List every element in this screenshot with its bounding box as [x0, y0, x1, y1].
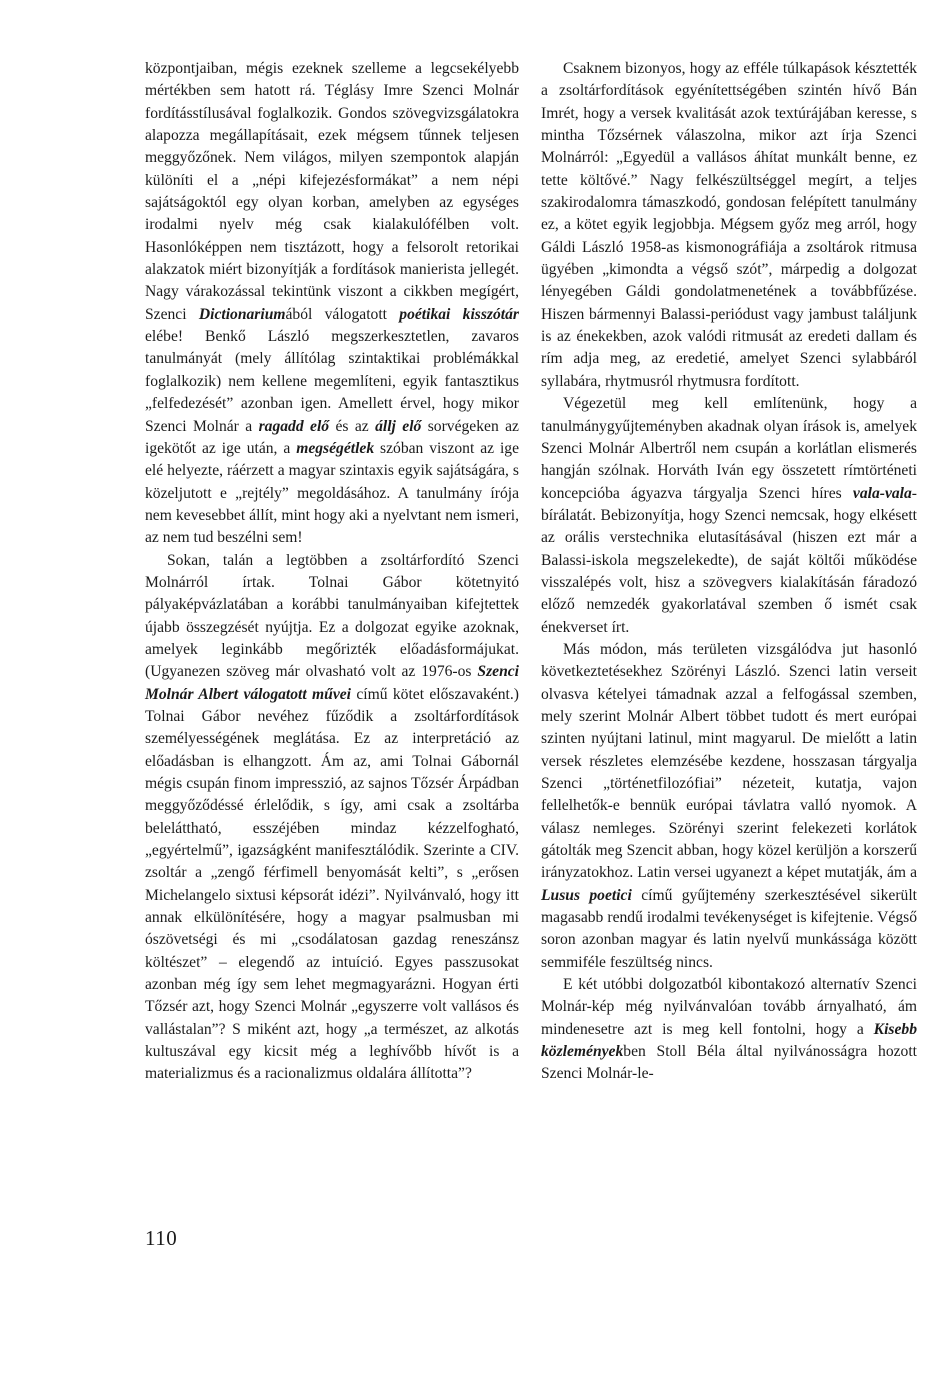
text-run: sorvégeken az igekötőt az ige után, a — [145, 417, 519, 457]
text-run: központjaiban, mégis ezeknek szelleme a legcsekélyebb mértékben sem hatott rá. Téglásy Imre Szenci Molnár fordításstílusával foglalkozik. Gondos szövegvizsgálatokra alapozza megállapításait, ezek mégsem tűnnek teljesen meggyőzőnek. Nem világos, milyen szempontok alapján különíti el a „népi kifejezésformákat” a nem népi sajátságoktól egy olyan korban, amelyben az egységes irodalmi nyelv még csak kialakulófélben volt. Hasonlóképpen nem tisztázott, hogy a felsorolt retorikai alakzatok miért bizonyítják a fordítások manierista jellegét. Nagy várakozással tekintünk viszont a cikkben megígért, Szenci — [145, 60, 519, 323]
text-run: Végezetül meg kell említenünk, hogy a tanulmánygyűjteményben akadnak olyan írások is, amelyek Szenci Molnár Albertről nem csupán a korlátlan elismerés hangján szólnak. Horváth Iván egy összetett rímtörténeti koncepcióba ágyazva tárgyalja Szenci híres — [541, 395, 917, 502]
right-column — [541, 58, 917, 1086]
paragraph — [145, 550, 519, 1086]
text-run: Csaknem bizonyos, hogy az efféle túlkapások késztették a zsoltárfordítások egyénítettségében szintén hívő Bán Imrét, hogy a versek kvalitását azok textúrájában keresse, s mintha Tőzsérnek válaszolna, mikor azt írja Szenci Molnárról: „Egyedül a vallásos áhítat munkált benne, ez tette költővé.” Nagy felkészültséggel megírt, a teljes szakirodalomra támaszkodó, gondosan felépített tanulmány ez, a kötet egyik legjobbja. Mégsem győz meg arról, hogy Gáldi László 1958-as kismonográfiája a zsoltárok ritmusa ügyében „kimondta a végső szót”, márpedig a dolgozat lényegében Gáldi gondolatmenetének a továbbfűzése. Hiszen bármennyi Balassi-periódust vagy jambust találjunk is az énekekben, azok valódi ritmusát az eredeti dallam és rím adja meg, az eredetié, amelyet Szenci sylabbáról syllabára, rhytmusról rhytmusra fordított. — [541, 60, 917, 390]
text-run: című kötet előszavaként.) Tolnai Gábor nevéhez fűződik a zsoltárfordítások személyességének meglátása. Ez az interpretáció az előadásban is elhangzott. Ám az, ami Tolnai Gábornál mégis csupán finom impresszió, az sajnos Tőzsér Árpádban meggyőződéssé érlelődik, s így, ami csak a zsoltárba beleláttható, esszéjében mindaz kézzelfogható, „egyértelmű”, igazságként manifesztálódik. Szerinte a CIV. zsoltár a „zengő férfimell benyomását kelti”, s „erősen Michelangelo sixtusi képsorát idézi”. Nyilvánvaló, hogy itt annak elkülönítésére, hogy a magyar psalmusban mi ószövetségi és mi „csodálatosan gazdag reneszánsz költészet” – elegendő az intuíció. Egyes passzusokat azonban még így sem lehet megmagyarázni. Hogyan érti Tőzsér azt, hogy Szenci Molnár „egyszerre volt vallásos és vallástalan”? S miként azt, hogy „a természet, az alkotás kultuszával egy kicsit még a leghívőbb hívőt is a materializmus és a racionalizmus oldalára állította”? — [145, 685, 519, 1083]
text-run: szóban viszont az ige elé helyezte, ráérzett a magyar szintaxis egyik sajátságára, s közeljutott e „rejtély” megoldásához. A tanulmány írója nem kevesebbet állít, mint hogy aki a nyelvtant nem ismeri, az nem tud beszélni sem! — [145, 439, 519, 547]
paragraph — [541, 974, 917, 1086]
text-run: Más módon, más területen vizsgálódva jut hasonló következtetésekhez Szörényi László. Szenci latin verseit olvasva kételyei támadnak azzal a felfogással szemben, mely szerint Molnár Albert többet tudott és mert európai szinten nyújtani latinul, mint magyarul. De mielőtt a latin versek részletes elemzésébe kezdene, hosszasan tárgyalja Szenci „történetfilozófiai” nézeteit, kutatja, vajon fellelhetők-e bennük európai távlatra valló nyomok. A válasz nemleges. Szörényi szerint felekezeti korlátok gátolták meg Szencit abban, hogy közel kerüljön a korszerű irányzatokhoz. Latin versei ugyanezt a képet mutatják, ám a — [541, 640, 917, 882]
text-run: -bírálatát. Bebizonyítja, hogy Szenci nemcsak, hogy elkésett az orális verstechnika elutasításával (hiszen ezt már a Balassi-iskola megszelekedte), de saját költői működése visszalépés volt, hisz a szövegvers kialakításán fáradozó előző nemzedék gyakorlatával szemben ő ismét csak énekverset írt. — [541, 484, 917, 636]
emphasis-text: megségétlek — [296, 439, 375, 457]
text-run: és az — [329, 417, 376, 435]
text-run: ából válogatott — [285, 305, 400, 323]
paragraph — [145, 58, 519, 550]
text-run: című gyűjtemény szerkesztésével sikerült magasabb rendű irodalmi tevékenységet is kifejtenie. Végső soron azonban magyar és latin nyelvű munkássága között semmiféle feszültség nincs. — [541, 886, 918, 971]
text-run: ben Stoll Béla által nyilvánosságra hozott Szenci Molnár-le- — [541, 1043, 917, 1083]
text-run: E két utóbbi dolgozatból kibontakozó alternatív Szenci Molnár-kép még nyilvánvalóan tovább árnyalható, ám mindenesetre azt is meg kell fontolni, hogy a — [541, 976, 917, 1038]
emphasis-text: Dictionarium — [198, 305, 286, 323]
paragraph — [541, 393, 917, 639]
emphasis-text: vala-vala — [852, 484, 912, 502]
text-run: Sokan, talán a legtöbben a zsoltárfordító Szenci Molnárról írtak. Tolnai Gábor kötetnyitó pályaképvázlatában a korábbi tanulmányaiban kifejtettek újabb összegzését nyújtja. Ez a dolgozat egyike azoknak, amelyek leginkább megőrizték előadásformájukat. (Ugyanezen szöveg már olvasható volt az 1976-os — [145, 551, 519, 681]
left-column — [145, 58, 519, 1086]
emphasis-text: Szenci Molnár Albert válogatott művei — [145, 663, 519, 703]
emphasis-text: ragadd elő — [258, 417, 330, 435]
emphasis-text: állj elő — [375, 417, 422, 435]
emphasis-text: Lusus poetici — [541, 886, 632, 904]
paragraph — [541, 639, 917, 974]
emphasis-text: Kisebb közlemények — [541, 1020, 917, 1061]
emphasis-text: poétikai kisszótár — [399, 305, 519, 323]
text-run: elébe! Benkő László megszerkesztetlen, zavaros tanulmányát (mely állítólag szintaktikai problémákkal foglalkozik) nem kellene megemlíteni, egyik fantasztikus „felfedezését” azonban igen. Amellett érvel, hogy mikor Szenci Molnár a — [145, 328, 519, 435]
paragraph — [541, 58, 917, 393]
page-number: 110 — [145, 1226, 178, 1250]
